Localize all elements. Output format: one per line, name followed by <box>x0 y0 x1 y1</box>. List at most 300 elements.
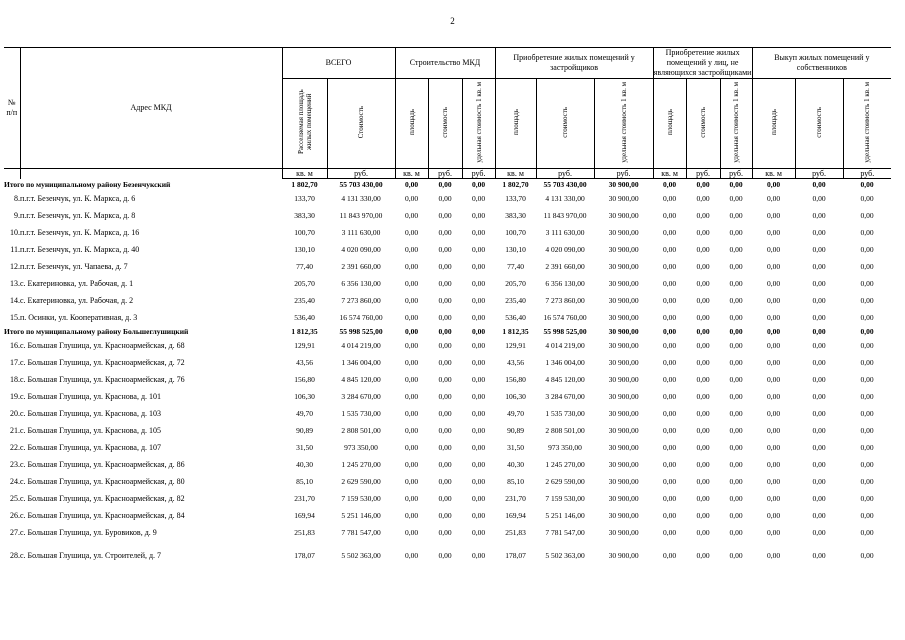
value-cell: 16 574 760,00 <box>543 313 587 322</box>
value-cell: 383,30 <box>294 211 315 220</box>
value-cell: 0,00 <box>404 551 419 560</box>
value-cell: 3 111 630,00 <box>545 228 585 237</box>
value-cell: 55 703 430,00 <box>543 180 587 189</box>
value-cell: 0,00 <box>404 409 419 418</box>
value-cell: 0,00 <box>663 327 677 336</box>
value-cell: 0,00 <box>471 511 486 520</box>
value-cell: 0,00 <box>729 477 743 486</box>
value-cell: 0,00 <box>663 392 677 401</box>
value-cell: 0,00 <box>860 392 874 401</box>
unit-label: руб. <box>720 169 752 179</box>
row-number: 24. <box>10 477 20 486</box>
value-cell: 0,00 <box>767 228 781 237</box>
value-cell: 0,00 <box>438 341 452 350</box>
value-cell: 0,00 <box>438 511 452 520</box>
row-number: 11. <box>10 245 20 254</box>
table-row <box>4 241 891 258</box>
value-cell: 0,00 <box>812 426 826 435</box>
value-cell: 4 845 120,00 <box>341 375 381 384</box>
col-header: удельная стоимость 1 кв. м <box>462 79 495 169</box>
value-cell: 0,00 <box>767 180 781 189</box>
value-cell: 106,30 <box>505 392 526 401</box>
value-cell: 1 802,70 <box>291 180 318 189</box>
value-cell: 30 900,00 <box>608 528 639 537</box>
col-header: стоимость <box>795 79 843 169</box>
value-cell: 0,00 <box>860 327 874 336</box>
value-cell: 0,00 <box>438 262 452 271</box>
value-cell: 4 131 330,00 <box>341 194 381 203</box>
group-header-total: ВСЕГО <box>282 48 395 79</box>
value-cell: 0,00 <box>404 327 419 336</box>
value-cell: 0,00 <box>663 511 677 520</box>
row-number: 23. <box>10 460 20 469</box>
value-cell: 11 843 970,00 <box>543 211 587 220</box>
value-cell: 0,00 <box>729 262 743 271</box>
value-cell: 1 346 004,00 <box>545 358 585 367</box>
value-cell: 156,80 <box>505 375 526 384</box>
value-cell: 0,00 <box>438 551 452 560</box>
value-cell: 49,70 <box>507 409 524 418</box>
table-row <box>4 292 891 309</box>
value-cell: 30 900,00 <box>608 358 639 367</box>
table-row <box>4 309 891 326</box>
value-cell: 30 900,00 <box>608 511 639 520</box>
value-cell: 0,00 <box>696 313 710 322</box>
value-cell: 0,00 <box>767 528 781 537</box>
value-cell: 85,10 <box>507 477 524 486</box>
value-cell: 0,00 <box>812 296 826 305</box>
value-cell: 0,00 <box>696 494 710 503</box>
value-cell: 7 159 530,00 <box>545 494 585 503</box>
value-cell: 133,70 <box>505 194 526 203</box>
address-cell: п.г.т. Безенчук, ул. К. Маркса, д. 6 <box>20 194 136 203</box>
value-cell: 6 356 130,00 <box>545 279 585 288</box>
value-cell: 0,00 <box>696 375 710 384</box>
value-cell: 0,00 <box>438 211 452 220</box>
value-cell: 0,00 <box>767 375 781 384</box>
value-cell: 0,00 <box>404 341 419 350</box>
value-cell: 231,70 <box>294 494 315 503</box>
row-number: 15. <box>10 313 20 322</box>
value-cell: 0,00 <box>860 228 874 237</box>
value-cell: 169,94 <box>294 511 315 520</box>
col-header: площадь <box>653 79 686 169</box>
row-number: 26. <box>10 511 20 520</box>
unit-label: руб. <box>428 169 462 179</box>
unit-label: кв. м <box>752 169 795 179</box>
value-cell: 0,00 <box>471 375 486 384</box>
unit-label: руб. <box>686 169 720 179</box>
value-cell: 4 020 090,00 <box>341 245 381 254</box>
value-cell: 0,00 <box>404 477 419 486</box>
value-cell: 0,00 <box>767 460 781 469</box>
value-cell: 0,00 <box>471 245 486 254</box>
value-cell: 205,70 <box>294 279 315 288</box>
value-cell: 0,00 <box>812 494 826 503</box>
address-cell: с. Большая Глушица, ул. Буровиков, д. 9 <box>20 528 157 537</box>
value-cell: 156,80 <box>294 375 315 384</box>
address-cell: с. Большая Глушица, ул. Красноармейская, д. 68 <box>20 341 185 350</box>
table-row <box>4 490 891 507</box>
address-cell: с. Большая Глушица, ул. Красноармейская, д. 84 <box>20 511 185 520</box>
value-cell: 0,00 <box>663 194 677 203</box>
table-row <box>4 354 891 371</box>
value-cell: 0,00 <box>729 313 743 322</box>
value-cell: 1 245 270,00 <box>341 460 381 469</box>
value-cell: 0,00 <box>696 477 710 486</box>
value-cell: 2 808 501,00 <box>341 426 381 435</box>
value-cell: 0,00 <box>404 426 419 435</box>
address-cell: п.г.т. Безенчук, ул. К. Маркса, д. 16 <box>20 228 140 237</box>
value-cell: 77,40 <box>507 262 524 271</box>
address-cell: п.г.т. Безенчук, ул. К. Маркса, д. 8 <box>20 211 136 220</box>
value-cell: 5 251 146,00 <box>545 511 585 520</box>
value-cell: 0,00 <box>696 228 710 237</box>
value-cell: 0,00 <box>729 426 743 435</box>
table-row <box>4 275 891 292</box>
table-row <box>4 337 891 354</box>
value-cell: 0,00 <box>663 341 677 350</box>
value-cell: 0,00 <box>471 494 486 503</box>
value-cell: 0,00 <box>663 228 677 237</box>
value-cell: 0,00 <box>696 211 710 220</box>
value-cell: 0,00 <box>729 279 743 288</box>
value-cell: 129,91 <box>294 341 315 350</box>
table-row <box>4 456 891 473</box>
subtotal-row <box>4 326 891 337</box>
address-header: Адрес МКД <box>20 48 282 169</box>
address-cell: с. Екатериновка, ул. Рабочая, д. 1 <box>20 279 134 288</box>
value-cell: 0,00 <box>860 211 874 220</box>
num-header: № п/п <box>4 48 20 169</box>
table-row <box>4 258 891 275</box>
value-cell: 0,00 <box>729 180 743 189</box>
value-cell: 0,00 <box>729 551 743 560</box>
value-cell: 85,10 <box>296 477 313 486</box>
value-cell: 0,00 <box>438 194 452 203</box>
value-cell: 0,00 <box>404 228 419 237</box>
value-cell: 5 502 363,00 <box>545 551 585 560</box>
value-cell: 0,00 <box>767 551 781 560</box>
address-cell: п.г.т. Безенчук, ул. К. Маркса, д. 40 <box>20 245 140 254</box>
subtotal-row <box>4 179 891 191</box>
value-cell: 7 273 860,00 <box>545 296 585 305</box>
value-cell: 0,00 <box>663 245 677 254</box>
value-cell: 43,56 <box>507 358 524 367</box>
value-cell: 0,00 <box>812 511 826 520</box>
value-cell: 0,00 <box>696 262 710 271</box>
value-cell: 0,00 <box>860 245 874 254</box>
address-cell: с. Большая Глушица, ул. Красноармейская, д. 72 <box>20 358 185 367</box>
value-cell: 2 391 660,00 <box>545 262 585 271</box>
value-cell: 100,70 <box>294 228 315 237</box>
value-cell: 0,00 <box>767 327 781 336</box>
col-header: площадь <box>752 79 795 169</box>
value-cell: 2 629 590,00 <box>545 477 585 486</box>
value-cell: 0,00 <box>438 443 452 452</box>
value-cell: 0,00 <box>729 494 743 503</box>
value-cell: 0,00 <box>767 262 781 271</box>
value-cell: 0,00 <box>696 443 710 452</box>
value-cell: 3 284 670,00 <box>341 392 381 401</box>
value-cell: 0,00 <box>663 477 677 486</box>
value-cell: 0,00 <box>696 327 710 336</box>
value-cell: 0,00 <box>729 409 743 418</box>
value-cell: 0,00 <box>471 211 486 220</box>
table-row <box>4 507 891 524</box>
value-cell: 7 273 860,00 <box>341 296 381 305</box>
col-header: Расселяемая площадь жилых помещений <box>282 79 327 169</box>
value-cell: 0,00 <box>663 443 677 452</box>
value-cell: 16 574 760,00 <box>339 313 383 322</box>
value-cell: 0,00 <box>696 296 710 305</box>
value-cell: 0,00 <box>696 460 710 469</box>
value-cell: 4 020 090,00 <box>545 245 585 254</box>
value-cell: 0,00 <box>767 511 781 520</box>
value-cell: 0,00 <box>860 194 874 203</box>
value-cell: 0,00 <box>860 262 874 271</box>
value-cell: 0,00 <box>471 180 486 189</box>
value-cell: 30 900,00 <box>608 313 639 322</box>
value-cell: 251,83 <box>294 528 315 537</box>
value-cell: 6 356 130,00 <box>341 279 381 288</box>
value-cell: 0,00 <box>663 262 677 271</box>
value-cell: 0,00 <box>438 528 452 537</box>
value-cell: 0,00 <box>812 262 826 271</box>
value-cell: 0,00 <box>663 180 677 189</box>
row-number: 9. <box>14 211 20 220</box>
value-cell: 0,00 <box>438 358 452 367</box>
value-cell: 130,10 <box>294 245 315 254</box>
unit-label: кв. м <box>495 169 536 179</box>
value-cell: 55 998 525,00 <box>339 327 383 336</box>
value-cell: 0,00 <box>438 279 452 288</box>
subtotal-label: Итого по муниципальному району Безенчукский <box>4 179 171 189</box>
value-cell: 0,00 <box>438 180 452 189</box>
value-cell: 1 812,35 <box>502 327 529 336</box>
value-cell: 0,00 <box>696 358 710 367</box>
value-cell: 0,00 <box>471 460 486 469</box>
row-number: 17. <box>10 358 20 367</box>
value-cell: 0,00 <box>860 313 874 322</box>
value-cell: 0,00 <box>471 551 486 560</box>
value-cell: 0,00 <box>812 392 826 401</box>
value-cell: 0,00 <box>663 551 677 560</box>
col-header: площадь <box>495 79 536 169</box>
value-cell: 0,00 <box>404 279 419 288</box>
row-number: 21. <box>10 426 20 435</box>
table-row <box>4 473 891 490</box>
value-cell: 1 535 730,00 <box>341 409 381 418</box>
value-cell: 0,00 <box>729 228 743 237</box>
unit-label: руб. <box>594 169 653 179</box>
value-cell: 0,00 <box>663 296 677 305</box>
value-cell: 0,00 <box>438 426 452 435</box>
value-cell: 30 900,00 <box>608 460 639 469</box>
value-cell: 30 900,00 <box>608 194 639 203</box>
value-cell: 7 781 547,00 <box>341 528 381 537</box>
address-cell: п. Осинки, ул. Кооперативная, д. 3 <box>20 313 138 322</box>
value-cell: 0,00 <box>812 279 826 288</box>
value-cell: 1 346 004,00 <box>341 358 381 367</box>
unit-label: кв. м <box>282 169 327 179</box>
value-cell: 30 900,00 <box>608 392 639 401</box>
value-cell: 49,70 <box>296 409 313 418</box>
address-cell: с. Большая Глушица, ул. Красноармейская, д. 82 <box>20 494 185 503</box>
value-cell: 0,00 <box>471 528 486 537</box>
row-number: 16. <box>10 341 20 350</box>
value-cell: 0,00 <box>471 477 486 486</box>
value-cell: 235,40 <box>294 296 315 305</box>
value-cell: 536,40 <box>294 313 315 322</box>
value-cell: 0,00 <box>696 392 710 401</box>
value-cell: 0,00 <box>860 358 874 367</box>
value-cell: 30 900,00 <box>608 327 639 336</box>
value-cell: 0,00 <box>471 296 486 305</box>
value-cell: 0,00 <box>471 426 486 435</box>
value-cell: 0,00 <box>729 460 743 469</box>
value-cell: 178,07 <box>294 551 315 560</box>
value-cell: 0,00 <box>696 511 710 520</box>
value-cell: 0,00 <box>471 194 486 203</box>
value-cell: 205,70 <box>505 279 526 288</box>
value-cell: 30 900,00 <box>608 228 639 237</box>
table-row <box>4 547 891 564</box>
col-header: стоимость <box>428 79 462 169</box>
row-number: 28. <box>10 551 20 560</box>
value-cell: 0,00 <box>767 194 781 203</box>
units-row <box>4 169 891 179</box>
value-cell: 40,30 <box>296 460 313 469</box>
value-cell: 30 900,00 <box>608 262 639 271</box>
value-cell: 0,00 <box>729 392 743 401</box>
value-cell: 0,00 <box>812 228 826 237</box>
address-cell: с. Большая Глушица, ул. Красноармейская, д. 80 <box>20 477 185 486</box>
value-cell: 30 900,00 <box>608 443 639 452</box>
address-cell: с. Большая Глушица, ул. Строителей, д. 7 <box>20 551 162 560</box>
value-cell: 0,00 <box>696 409 710 418</box>
value-cell: 133,70 <box>294 194 315 203</box>
value-cell: 4 131 330,00 <box>545 194 585 203</box>
table-row <box>4 190 891 207</box>
value-cell: 0,00 <box>767 494 781 503</box>
value-cell: 0,00 <box>404 528 419 537</box>
value-cell: 0,00 <box>696 245 710 254</box>
value-cell: 31,50 <box>296 443 313 452</box>
table-row <box>4 207 891 224</box>
value-cell: 2 629 590,00 <box>341 477 381 486</box>
value-cell: 0,00 <box>438 245 452 254</box>
value-cell: 30 900,00 <box>608 296 639 305</box>
value-cell: 2 391 660,00 <box>341 262 381 271</box>
group-header-construction: Строительство МКД <box>395 48 495 79</box>
value-cell: 0,00 <box>438 477 452 486</box>
value-cell: 2 808 501,00 <box>545 426 585 435</box>
value-cell: 0,00 <box>471 358 486 367</box>
value-cell: 0,00 <box>812 443 826 452</box>
value-cell: 30 900,00 <box>608 279 639 288</box>
value-cell: 30 900,00 <box>608 180 639 189</box>
value-cell: 0,00 <box>404 443 419 452</box>
value-cell: 0,00 <box>696 426 710 435</box>
value-cell: 55 998 525,00 <box>543 327 587 336</box>
value-cell: 0,00 <box>663 460 677 469</box>
value-cell: 0,00 <box>729 341 743 350</box>
value-cell: 43,56 <box>296 358 313 367</box>
col-header: площадь <box>395 79 428 169</box>
value-cell: 0,00 <box>404 194 419 203</box>
page-number: 2 <box>450 16 455 26</box>
value-cell: 1 245 270,00 <box>545 460 585 469</box>
value-cell: 0,00 <box>767 341 781 350</box>
value-cell: 106,30 <box>294 392 315 401</box>
value-cell: 4 845 120,00 <box>545 375 585 384</box>
value-cell: 30 900,00 <box>608 426 639 435</box>
value-cell: 0,00 <box>438 409 452 418</box>
value-cell: 30 900,00 <box>608 375 639 384</box>
value-cell: 4 014 219,00 <box>341 341 381 350</box>
col-header: удельная стоимость 1 кв. м <box>594 79 653 169</box>
unit-label: руб. <box>462 169 495 179</box>
value-cell: 0,00 <box>860 477 874 486</box>
value-cell: 0,00 <box>471 313 486 322</box>
value-cell: 0,00 <box>767 409 781 418</box>
row-number: 14. <box>10 296 20 305</box>
value-cell: 0,00 <box>812 551 826 560</box>
value-cell: 30 900,00 <box>608 245 639 254</box>
group-header-non-developers: Приобретение жилых помещений у лиц, не являющихся застройщиками <box>653 48 752 77</box>
value-cell: 40,30 <box>507 460 524 469</box>
value-cell: 0,00 <box>729 443 743 452</box>
value-cell: 0,00 <box>696 180 710 189</box>
value-cell: 4 014 219,00 <box>545 341 585 350</box>
value-cell: 5 502 363,00 <box>341 551 381 560</box>
value-cell: 0,00 <box>404 392 419 401</box>
value-cell: 0,00 <box>471 409 486 418</box>
value-cell: 0,00 <box>729 511 743 520</box>
address-cell: п.г.т. Безенчук, ул. Чапаева, д. 7 <box>20 262 128 271</box>
value-cell: 7 159 530,00 <box>341 494 381 503</box>
value-cell: 90,89 <box>507 426 524 435</box>
value-cell: 90,89 <box>296 426 313 435</box>
value-cell: 231,70 <box>505 494 526 503</box>
value-cell: 0,00 <box>767 279 781 288</box>
unit-label: руб. <box>795 169 843 179</box>
value-cell: 0,00 <box>767 477 781 486</box>
value-cell: 0,00 <box>812 477 826 486</box>
value-cell: 0,00 <box>471 341 486 350</box>
value-cell: 0,00 <box>812 313 826 322</box>
col-header: удельная стоимость 1 кв. м <box>720 79 752 169</box>
row-number: 27. <box>10 528 20 537</box>
value-cell: 0,00 <box>860 375 874 384</box>
value-cell: 0,00 <box>812 409 826 418</box>
value-cell: 0,00 <box>696 194 710 203</box>
value-cell: 100,70 <box>505 228 526 237</box>
unit-label: руб. <box>327 169 395 179</box>
value-cell: 0,00 <box>663 313 677 322</box>
value-cell: 3 111 630,00 <box>341 228 381 237</box>
value-cell: 0,00 <box>812 460 826 469</box>
value-cell: 0,00 <box>860 409 874 418</box>
address-cell: с. Большая Глушица, ул. Красноармейская, д. 86 <box>20 460 185 469</box>
value-cell: 129,91 <box>505 341 526 350</box>
table-row <box>4 405 891 422</box>
value-cell: 0,00 <box>812 245 826 254</box>
value-cell: 0,00 <box>812 528 826 537</box>
value-cell: 0,00 <box>404 245 419 254</box>
value-cell: 1 802,70 <box>502 180 529 189</box>
